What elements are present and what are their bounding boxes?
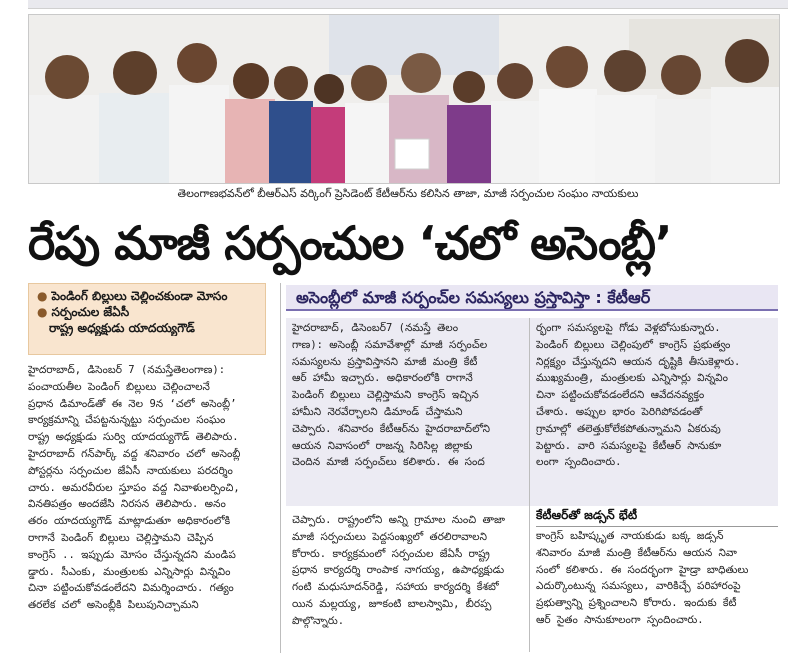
text-line: లంగా స్పందించారు. xyxy=(536,456,622,469)
article-column-bottom-mid xyxy=(292,512,524,652)
text-line: పోస్టర్లను సర్పంచుల జేఏసీ నాయకులు పరదర్శిం xyxy=(28,464,233,477)
text-line: ర్భంగా సమస్యలపై గోడు వెళ్లబోసుకున్నారు. xyxy=(536,322,721,334)
highlight-item xyxy=(37,304,257,320)
text-line: ప్రధాన కార్యదర్శి రాంపాక నాగయ్య, ఉపాధ్యక్షుడు xyxy=(292,564,505,577)
text-line: తరం యాదయ్యగౌడ్ మాట్లాడుతూ అధికారంలోకి xyxy=(28,515,231,528)
text-line: పంచాయతీల పెండింగ్ బిల్లులు చెల్లించాలనే xyxy=(28,380,210,393)
text-line: కోరారు. కార్యక్రమంలో సర్పంచుల జేఏసీ రాష్ట్ర xyxy=(292,547,490,560)
text-line: గాణ): అసెంబ్లీ సమావేశాల్లో మాజీ సర్పంచ్‌ల xyxy=(292,338,488,351)
news-photo xyxy=(28,14,780,184)
text-line: సంలో కలిశారు. ఈ సందర్భంగా హైడ్రా బాధితులు xyxy=(536,563,749,576)
text-line: ఎదుర్కొంటున్న సమస్యలు, వారికిచ్చే పరిహారంపై xyxy=(536,580,741,593)
side-story-body xyxy=(536,528,778,652)
text-line: చెప్పారు. రాష్ట్రంలోని అన్ని గ్రామాల నుంచి తాజా xyxy=(292,514,506,526)
text-line: పెట్టారు. వారి సమస్యలపై కేటీఆర్ సానుకూ xyxy=(536,439,722,452)
text-line: సమస్యలను ప్రస్తావిస్తానని మాజీ మంత్రి కేటీ xyxy=(292,355,478,368)
text-line: చారు. అమరవీరుల స్తూపం వద్ద నివాళులర్పించి, xyxy=(28,481,240,494)
text-line: గ్రామాల్లో తలెత్తుకోలేకపోతున్నామని ఏకరువు xyxy=(536,422,721,435)
text-line: హైదరాబాద్ గన్‌పార్క్ వద్ద శనివారం చలో అసెంబ్లీ xyxy=(28,447,241,460)
text-line: చెప్పారు. శనివారం కేటీఆర్‌ను హైదరాబాద్‌లోని xyxy=(292,422,490,435)
column-divider xyxy=(529,318,530,652)
article-column-right xyxy=(536,320,776,506)
text-line: తరలేక చలో అసెంబ్లీకి పిలుపునిచ్చామని xyxy=(28,599,199,612)
bullet-icon: ● xyxy=(37,289,48,303)
text-line: గంటి మధుసూదన్‌రెడ్డి, సహాయ కార్యదర్శి కేశబో xyxy=(292,581,499,594)
group-photo-illustration xyxy=(29,15,779,183)
text-line: చినా పట్టించుకోవడంలేదని ఆవేదనవ్యక్తం xyxy=(536,389,705,402)
text-line: డ్డారు. సీఎంకు, మంత్రులకు ఎన్నిసార్లు విన్నవిం xyxy=(28,565,231,578)
text-line: చేశారు. అప్పుల భారం పెరిగిపోవడంతో xyxy=(536,405,703,418)
text-line: నిర్లక్ష్యం చేస్తున్నదని ఆయన దృష్టికి తీసుకెళ్లారు. xyxy=(536,355,741,368)
text-line: పొల్గొన్నారు. xyxy=(292,614,345,627)
text-line: ఆయన నివాసంలో రాజన్న సిరిసిల్ల జిల్లాకు xyxy=(292,439,473,452)
top-strip xyxy=(28,0,788,9)
text-line: ఆర్ సైతం సానుకూలంగా స్పందించారు. xyxy=(536,613,704,626)
text-line: హామీని నెరవేర్చాలని డిమాండ్ చేస్తామని xyxy=(292,405,463,418)
text-line: పెండింగ్ బిల్లులు చెల్లింపులో కాంగ్రెస్ ప్రభుత్వం xyxy=(536,338,731,351)
bullet-icon: ● xyxy=(37,305,48,319)
photo-caption: తెలంగాణభవన్‌లో బీఆర్ఎస్ వర్కింగ్ ప్రెసిడెంట్ కేటీఆర్‌ను కలిసిన తాజా, మాజీ సర్పంచుల సంఘం నాయకులు xyxy=(177,187,639,200)
text-line: పెండింగ్ బిల్లులు చెల్లిస్తామని కాంగ్రెస్ ఇచ్చిన xyxy=(292,389,479,402)
text-line: కాంగ్రెస్ .. ఇప్పుడు మోసం చేస్తున్నదని మండిప xyxy=(28,548,236,561)
text-line: మాజీ సర్పంచులు పెద్దసంఖ్యలో తరలిరావాలని xyxy=(292,530,487,543)
subheadline: అసెంబ్లీలో మాజీ సర్పంచ్‌ల సమస్యలు ప్రస్తావిస్తా : కేటీఆర్ xyxy=(286,285,778,311)
highlight-text: పెండింగ్ బిల్లులు చెల్లించకుండా మోసం xyxy=(51,289,228,303)
highlight-text: సర్పంచుల జేఏసీ xyxy=(51,305,130,319)
headline: రేపు మాజీ సర్పంచుల ‘చలో అసెంబ్లీ’ xyxy=(28,216,672,270)
text-line: ప్రధాన డిమాండ్‌తో ఈ నెల 9న ‘చలో అసెంబ్లీ’ xyxy=(28,397,237,410)
text-line: ముఖ్యమంత్రి, మంత్రులకు ఎన్నిసార్లు విన్నవిం xyxy=(536,372,728,385)
highlight-item: రాష్ట్ర అధ్యక్షుడు యాదయ్యగౌడ్ xyxy=(49,321,195,335)
highlights-box xyxy=(28,283,266,355)
text-line: కార్యక్రమాన్ని చేపట్టనున్నట్టు సర్పంచుల సంఘం xyxy=(28,414,226,427)
text-line: కాంగ్రెస్ బహిష్కృత నాయకుడు బక్క జడ్సన్ xyxy=(536,530,724,542)
text-line: శనివారం మాజీ మంత్రి కేటీఆర్‌ను ఆయన నివా xyxy=(536,546,737,559)
column-divider xyxy=(280,283,281,653)
text-line: చినా పట్టించుకోవడంలేదని విమర్శించారు. గత్యం xyxy=(28,582,234,595)
article-column-left xyxy=(28,362,272,652)
text-line: హైదరాబాద్, డిసెంబర్7 (నమస్తే తెలం xyxy=(292,322,459,334)
text-line: వినతిపత్రం అందజేసి నిరసన తెలిపారు. అనం xyxy=(28,498,226,511)
article-column-mid xyxy=(292,320,524,506)
text-line: రాష్ట్ర అధ్యక్షుడు సుర్వి యాదయ్యగౌడ్ తెలిపారు. xyxy=(28,431,239,444)
text-line: యిన మల్లయ్య, జూకంటి బాలస్వామి, బీరప్ప xyxy=(292,597,492,610)
text-line: హైదరాబాద్, డిసెంబర్ 7 (నమస్తేతెలంగాణ): xyxy=(28,364,226,376)
text-line: రాగానే పెండింగ్ బిల్లులు చెల్లిస్తామని చెప్పిన xyxy=(28,531,214,544)
text-line: ఆర్ హామీ ఇచ్చారు. అధికారంలోకి రాగానే xyxy=(292,372,473,385)
side-story-title: కేటీఆర్‌తో జడ్సన్ భేటీ xyxy=(536,508,778,527)
highlight-item xyxy=(37,288,257,304)
text-line: చెందిన మాజీ సర్పంచ్‌లు కలిశారు. ఈ సంద xyxy=(292,456,485,469)
text-line: ప్రభుత్వాన్ని ప్రశ్నించాలని కోరారు. ఇందుకు కేటీ xyxy=(536,597,737,610)
